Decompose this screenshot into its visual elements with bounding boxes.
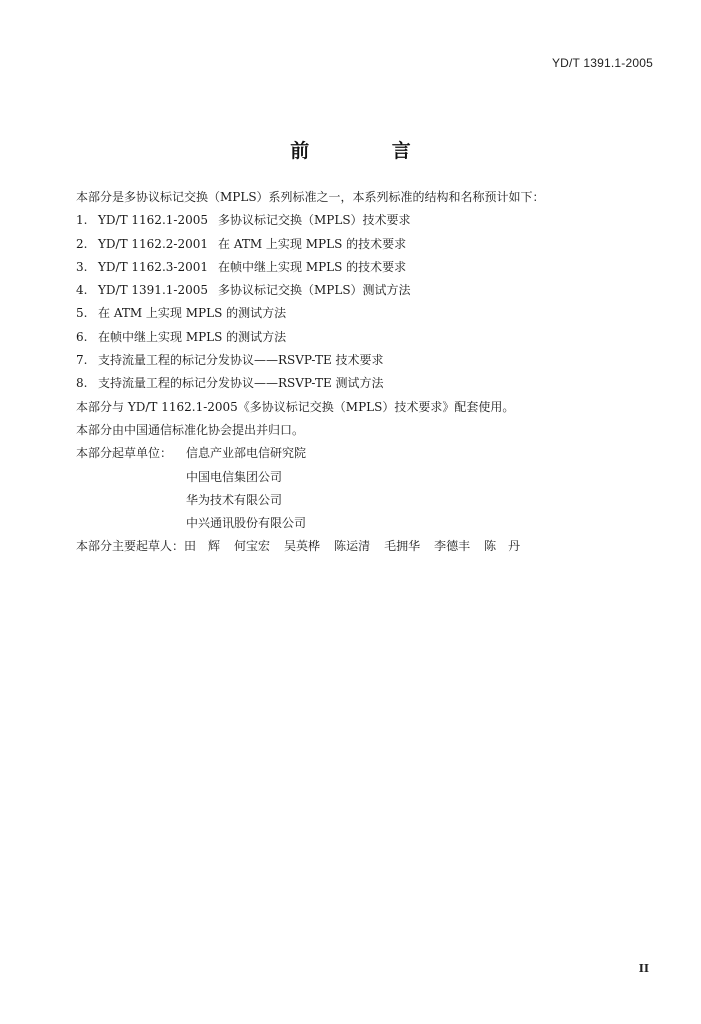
series-item-1 <box>76 209 636 232</box>
drafter-name: 田 辉 <box>184 539 221 554</box>
drafter-name: 陈运清 <box>334 539 371 554</box>
series-item-number: 3. <box>76 259 88 274</box>
drafting-unit: 中国电信集团公司 <box>186 469 283 484</box>
series-item-7 <box>76 349 636 372</box>
series-item-number: 2. <box>76 236 88 251</box>
drafting-unit-row <box>76 442 636 465</box>
series-item-code: YD/T 1162.2-2001 <box>98 236 208 251</box>
series-item-name: 在帧中继上实现 MPLS 的测试方法 <box>98 329 287 344</box>
series-item-6 <box>76 326 636 349</box>
drafter-name: 何宝宏 <box>234 539 271 554</box>
series-item-name: 支持流量工程的标记分发协议——RSVP-TE 技术要求 <box>98 353 384 368</box>
usage-note: 本部分与 YD/T 1162.1-2005《多协议标记交换（MPLS）技术要求》配套使用。 <box>76 399 515 414</box>
drafter-name: 吴英桦 <box>284 539 321 554</box>
intro-paragraph: 本部分是多协议标记交换（MPLS）系列标准之一，本系列标准的结构和名称预计如下： <box>76 190 545 204</box>
series-item-number: 5. <box>76 306 88 321</box>
standard-code: YD/T 1391.1-2005 <box>551 56 653 70</box>
page-number: II <box>638 962 649 975</box>
page-title: 前 言 <box>290 140 449 162</box>
series-item-3 <box>76 256 636 279</box>
series-item-number: 6. <box>76 329 88 344</box>
drafter-name: 李德丰 <box>434 539 471 554</box>
series-item-name: 在 ATM 上实现 MPLS 的技术要求 <box>218 236 407 251</box>
series-item-5 <box>76 302 636 325</box>
drafting-unit: 华为技术有限公司 <box>186 492 283 507</box>
drafting-units-label: 本部分起草单位： <box>76 446 173 461</box>
series-item-name: 多协议标记交换（MPLS）技术要求 <box>218 213 411 228</box>
series-item-number: 8. <box>76 376 88 391</box>
series-item-code: YD/T 1391.1-2005 <box>98 283 208 298</box>
series-item-number: 7. <box>76 353 88 368</box>
series-item-code: YD/T 1162.3-2001 <box>98 259 208 274</box>
series-item-8 <box>76 372 636 395</box>
drafting-unit-row <box>76 489 636 512</box>
foreword-body <box>76 186 636 559</box>
series-item-code: YD/T 1162.1-2005 <box>98 213 208 228</box>
drafters-row <box>76 535 636 558</box>
drafter-name: 毛拥华 <box>384 539 421 554</box>
proposer-note: 本部分由中国通信标准化协会提出并归口。 <box>76 422 305 437</box>
drafting-unit-row <box>76 512 636 535</box>
series-item-number: 1. <box>76 213 88 228</box>
series-item-name: 在帧中继上实现 MPLS 的技术要求 <box>218 259 407 274</box>
drafters-label: 本部分主要起草人： <box>76 539 185 554</box>
series-item-2 <box>76 233 636 256</box>
drafting-unit-row <box>76 466 636 489</box>
series-item-name: 多协议标记交换（MPLS）测试方法 <box>218 283 411 298</box>
series-item-4 <box>76 279 636 302</box>
drafting-unit: 中兴通讯股份有限公司 <box>186 516 307 531</box>
series-item-name: 在 ATM 上实现 MPLS 的测试方法 <box>98 306 287 321</box>
series-item-name: 支持流量工程的标记分发协议——RSVP-TE 测试方法 <box>98 376 384 391</box>
series-item-number: 4. <box>76 283 88 298</box>
drafting-unit: 信息产业部电信研究院 <box>186 446 307 461</box>
drafter-name: 陈 丹 <box>484 539 521 554</box>
